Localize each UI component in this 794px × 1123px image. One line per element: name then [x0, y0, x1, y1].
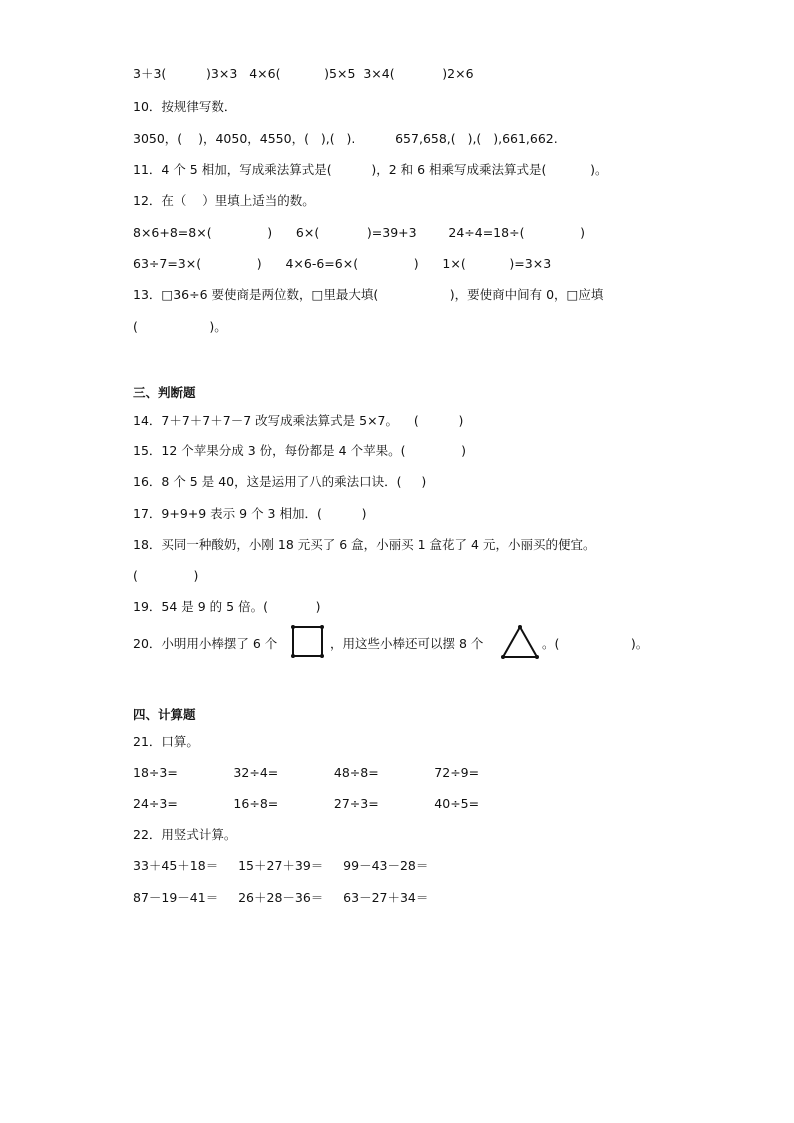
q13-continuation: ( )。 — [133, 319, 227, 334]
triangle-figure — [500, 624, 540, 660]
q21-row-1: 18÷3= 32÷4= 48÷8= 72÷9= — [133, 765, 480, 780]
q20-part-1: 20．小明用小棒摆了 6 个 — [133, 636, 278, 651]
square-figure — [291, 625, 325, 659]
q15-text: 15．12 个苹果分成 3 份，每份都是 4 个苹果。( ) — [133, 443, 466, 458]
q10-title: 10．按规律写数． — [133, 99, 237, 114]
q20-part-2: ，用这些小棒还可以摆 8 个 — [330, 636, 484, 651]
q10-sequence: 3050，( )，4050，4550，( ),( ). 657,658,( ),( ),661,662. — [133, 131, 558, 146]
q9-compare-row: 3＋3( )3×3 4×6( )5×5 3×4( )2×6 — [133, 66, 474, 81]
q11-text: 11．4 个 5 相加，写成乘法算式是( )，2 和 6 相乘写成乘法算式是( )。 — [133, 162, 608, 177]
q16-text: 16．8 个 5 是 40，这是运用了八的乘法口诀．( ) — [133, 474, 427, 489]
section-3-heading: 三、判断题 — [133, 385, 196, 400]
q22-title: 22．用竖式计算。 — [133, 827, 237, 842]
q18-continuation: ( ) — [133, 568, 199, 583]
q19-text: 19．54 是 9 的 5 倍。( ) — [133, 599, 321, 614]
q22-row-1: 33＋45＋18＝ 15＋27＋39＝ 99－43－28＝ — [133, 858, 429, 873]
q12-row-1: 8×6+8=8×( ) 6×( )=39+3 24÷4=18÷( ) — [133, 225, 585, 240]
q21-title: 21．口算。 — [133, 734, 199, 749]
q20-part-3: 。( )。 — [542, 636, 649, 651]
q21-row-2: 24÷3= 16÷8= 27÷3= 40÷5= — [133, 796, 480, 811]
q12-title: 12．在（ ）里填上适当的数。 — [133, 193, 315, 208]
q18-text: 18．买同一种酸奶，小刚 18 元买了 6 盒，小丽买 1 盒花了 4 元，小丽买的便宜。 — [133, 537, 596, 552]
q13-text: 13．□36÷6 要使商是两位数，□里最大填( )，要使商中间有 0，□应填 — [133, 287, 604, 302]
section-4-heading: 四、计算题 — [133, 707, 196, 722]
q14-text: 14．7＋7＋7＋7－7 改写成乘法算式是 5×7。 ( ) — [133, 413, 464, 428]
q12-row-2: 63÷7=3×( ) 4×6-6=6×( ) 1×( )=3×3 — [133, 256, 552, 271]
q17-text: 17．9+9+9 表示 9 个 3 相加．( ) — [133, 506, 367, 521]
q22-row-2: 87－19－41＝ 26＋28－36＝ 63－27＋34＝ — [133, 890, 429, 905]
